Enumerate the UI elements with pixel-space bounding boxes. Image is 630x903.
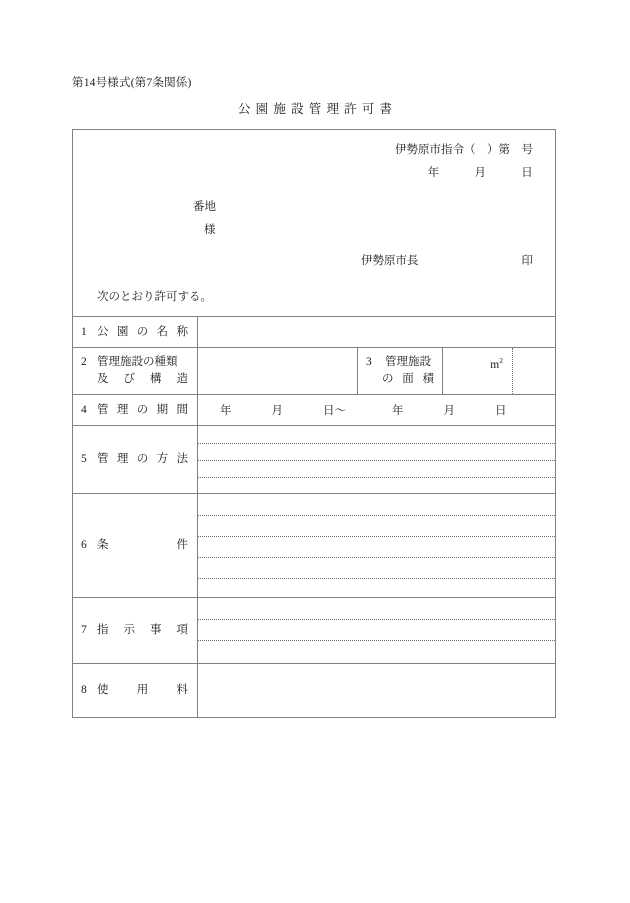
label-char: の (382, 373, 394, 385)
label-char: び (123, 373, 135, 385)
label-char: の (136, 403, 149, 416)
table-row (73, 394, 555, 425)
table-row (73, 597, 555, 663)
row-label-park-name (73, 317, 198, 347)
label-char: 造 (176, 373, 188, 385)
field-park-name[interactable] (198, 317, 555, 347)
writing-guide-line (198, 640, 555, 641)
label-char: 間 (176, 403, 188, 416)
table-row (73, 663, 555, 717)
header-block (73, 130, 555, 316)
table-row (73, 425, 555, 493)
recipient-honorific: 様 (204, 224, 216, 236)
row-number: 2 (81, 356, 87, 368)
label-char: 及 (97, 373, 109, 385)
period-month-1: 月 (271, 405, 283, 417)
table-row (73, 347, 555, 394)
permit-table (72, 129, 556, 718)
writing-guide-line (198, 460, 555, 461)
label-char: 用 (136, 684, 149, 696)
label-char: の (136, 325, 149, 338)
label-text: 管理施設 (385, 356, 431, 368)
period-year-2: 年 (392, 405, 404, 417)
label-char: 公 (97, 325, 109, 338)
label-char: 使 (97, 684, 109, 696)
row-label-method (73, 426, 198, 493)
row-number: 4 (81, 403, 87, 416)
form-number: 第14号様式(第7条関係) (72, 77, 192, 89)
table-row (73, 493, 555, 597)
row-number: 8 (81, 684, 87, 696)
row-number: 7 (81, 624, 87, 636)
label-char: 料 (176, 684, 188, 696)
label-char: 理 (116, 403, 129, 416)
period-day-1: 日〜 (323, 405, 346, 417)
label-char: 件 (176, 539, 188, 551)
label-char: 管 (97, 403, 109, 416)
label-char: 事 (150, 624, 162, 636)
table-row (73, 316, 555, 347)
document-title: 公園施設管理許可書 (237, 102, 398, 116)
row-label-facility-area (357, 348, 443, 394)
label-char: 方 (156, 453, 169, 465)
writing-guide-line (198, 536, 555, 537)
label-char: 名 (156, 325, 169, 338)
issue-number: 伊勢原市指令（ ）第 号 (395, 144, 533, 156)
issuer-title: 伊勢原市長 (361, 255, 419, 267)
label-char: 管 (97, 453, 109, 465)
label-char: 期 (156, 403, 169, 416)
label-char: 示 (123, 624, 135, 636)
period-day-2: 日 (495, 405, 507, 417)
writing-guide-line (198, 515, 555, 516)
writing-guide-line (198, 477, 555, 478)
label-char: 項 (176, 624, 188, 636)
row-number: 3 (366, 356, 372, 368)
label-char: 構 (150, 373, 162, 385)
row-label-instructions (73, 598, 198, 663)
issue-date: 年 月 日 (427, 167, 533, 179)
label-char: 面 (402, 373, 414, 385)
row-label-conditions (73, 494, 198, 597)
label-char: 積 (422, 373, 434, 385)
row-number: 6 (81, 539, 87, 551)
seal-mark: 印 (521, 255, 533, 267)
row-label-period (73, 395, 198, 425)
label-text: 管理施設の種類 (97, 356, 178, 368)
writing-guide-line (198, 557, 555, 558)
label-char: 指 (97, 624, 109, 636)
period-month-2: 月 (443, 405, 455, 417)
label-char: の (136, 453, 149, 465)
label-char: 称 (176, 325, 188, 338)
label-char: 法 (176, 453, 188, 465)
field-period[interactable] (198, 395, 555, 425)
label-char: 条 (97, 539, 109, 551)
recipient-address: 番地 (193, 201, 216, 213)
row-number: 5 (81, 453, 87, 465)
writing-guide-line (198, 619, 555, 620)
row-label-usage-fee (73, 664, 198, 717)
label-char: 園 (116, 325, 129, 338)
period-placeholder-text (198, 395, 507, 425)
writing-guide-line (198, 443, 555, 444)
field-conditions[interactable] (198, 494, 555, 597)
unit-square-meter: $m^2$ (490, 356, 503, 371)
field-instructions[interactable] (198, 598, 555, 663)
permit-statement: 次のとおり許可する。 (97, 291, 212, 303)
period-year-1: 年 (220, 405, 232, 417)
field-usage-fee[interactable] (198, 664, 555, 717)
writing-guide-line (198, 578, 555, 579)
field-facility-area[interactable] (443, 348, 513, 394)
label-char: 理 (116, 453, 129, 465)
row-label-facility-type (73, 348, 198, 394)
row-number: 1 (81, 325, 87, 338)
